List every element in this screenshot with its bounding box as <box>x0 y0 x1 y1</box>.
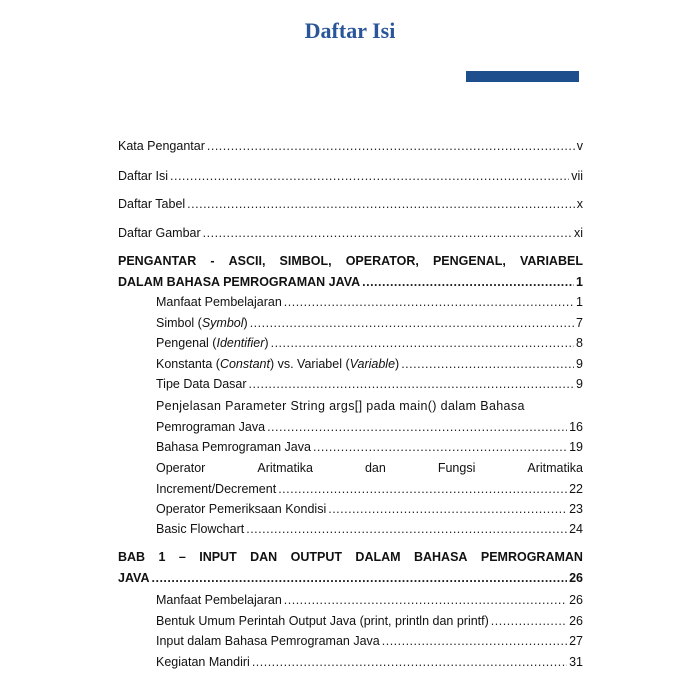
toc-page-number: 26 <box>569 571 583 585</box>
label-word: Operator <box>156 461 206 475</box>
toc-entry-bab1-manfaat[interactable] <box>156 592 583 608</box>
toc-page-number: 7 <box>576 316 583 330</box>
toc-entry-label: Daftar Tabel <box>118 197 186 211</box>
toc-entry-parameter-line1[interactable] <box>156 398 583 414</box>
dot-leader <box>271 335 574 351</box>
label-text: Pengenal ( <box>156 336 217 350</box>
toc-entry-bab1-kegiatan-mandiri[interactable] <box>156 654 583 670</box>
chapter-heading-bab1-line2[interactable] <box>118 570 583 586</box>
heading-word: DAN <box>250 550 278 564</box>
toc-page-number: 9 <box>576 377 583 391</box>
toc-entry-manfaat-pembelajaran[interactable] <box>156 294 583 310</box>
toc-entry-daftar-gambar[interactable] <box>118 225 583 241</box>
toc-entry-bab1-output[interactable] <box>156 613 583 629</box>
toc-entry-konstanta[interactable] <box>156 356 583 372</box>
label-italic: Constant <box>219 357 270 371</box>
label-text: Simbol ( <box>156 316 202 330</box>
label-text: ) vs. Variabel ( <box>269 357 350 371</box>
heading-word: OUTPUT <box>290 550 343 564</box>
heading-word: - <box>210 254 215 268</box>
dot-leader <box>401 356 574 372</box>
toc-entry-label <box>156 335 269 351</box>
label-italic: Variable <box>349 357 396 371</box>
toc-page-number: 22 <box>569 482 583 496</box>
label-italic: Identifier <box>216 336 265 350</box>
toc-entry-label: Basic Flowchart <box>156 522 245 536</box>
dot-leader <box>252 654 567 670</box>
toc-page-number: 8 <box>576 336 583 350</box>
dot-leader <box>278 481 567 497</box>
toc-page-number: vii <box>571 169 583 183</box>
dot-leader <box>267 419 567 435</box>
toc-page-number: 31 <box>569 655 583 669</box>
toc-entry-pengenal[interactable] <box>156 335 583 351</box>
dot-leader <box>152 570 568 586</box>
toc-page-number: 26 <box>569 614 583 628</box>
toc-entry-label: JAVA <box>118 571 150 585</box>
dot-leader <box>246 521 567 537</box>
toc-page-number: 1 <box>576 275 583 289</box>
toc-page-number: 19 <box>569 440 583 454</box>
toc-entry-label <box>156 356 399 372</box>
dot-leader <box>250 315 574 331</box>
label-italic: Symbol <box>201 316 244 330</box>
heading-word: BAHASA <box>413 550 468 564</box>
dot-leader <box>284 294 574 310</box>
toc-entry-label: Penjelasan Parameter String args[] pada main() dalam Bahasa <box>156 399 525 413</box>
toc-entry-label: Tipe Data Dasar <box>156 377 247 391</box>
label-word: Aritmatika <box>257 461 313 475</box>
dot-leader <box>170 168 569 184</box>
toc-entry-bahasa-pemrograman-java[interactable] <box>156 439 583 455</box>
toc-page-number: 16 <box>569 420 583 434</box>
toc-page-number: x <box>576 197 583 211</box>
toc-page-number: 9 <box>576 357 583 371</box>
heading-word: PENGENAL, <box>432 254 506 268</box>
heading-word: INPUT <box>199 550 237 564</box>
heading-word: 1 <box>158 550 166 564</box>
toc-entry-tipe-data-dasar[interactable] <box>156 376 583 392</box>
toc-page-number: v <box>576 139 583 153</box>
heading-word: SIMBOL, <box>279 254 332 268</box>
toc-page-number: 23 <box>569 502 583 516</box>
dot-leader <box>207 138 575 154</box>
toc-entry-operator-line1[interactable] <box>156 460 583 476</box>
dot-leader <box>284 592 567 608</box>
dot-leader <box>203 225 572 241</box>
toc-entry-label: Operator Pemeriksaan Kondisi <box>156 502 327 516</box>
label-word: dan <box>364 461 386 475</box>
heading-word: PEMROGRAMAN <box>480 550 583 564</box>
toc-entry-bab1-input[interactable] <box>156 633 583 649</box>
dot-leader <box>362 274 574 290</box>
heading-word: ASCII, <box>228 254 266 268</box>
toc-entry-label: Pemrograman Java <box>156 420 266 434</box>
toc-page-number: 1 <box>576 295 583 309</box>
toc-entry-label: Bahasa Pemrograman Java <box>156 440 311 454</box>
toc-entry-kata-pengantar[interactable] <box>118 138 583 154</box>
dot-leader <box>313 439 567 455</box>
label-text: ) <box>243 316 248 330</box>
dot-leader <box>249 376 575 392</box>
toc-page-number: xi <box>573 226 583 240</box>
toc-page-number: 24 <box>569 522 583 536</box>
toc-entry-label: Input dalam Bahasa Pemrograman Java <box>156 634 380 648</box>
toc-entry-operator-line2[interactable] <box>156 481 583 497</box>
toc-entry-label: Increment/Decrement <box>156 482 277 496</box>
heading-word: BAB <box>118 550 146 564</box>
chapter-heading-pengantar-line2[interactable] <box>118 274 583 290</box>
toc-entry-parameter-line2[interactable] <box>156 419 583 435</box>
label-word: Aritmatika <box>527 461 583 475</box>
toc-entry-daftar-tabel[interactable] <box>118 196 583 212</box>
toc-entry-daftar-isi[interactable] <box>118 168 583 184</box>
toc-entry-operator-pemeriksaan-kondisi[interactable] <box>156 501 583 517</box>
toc-page-number: 26 <box>569 593 583 607</box>
label-text: Konstanta ( <box>156 357 220 371</box>
accent-bar <box>466 71 579 82</box>
heading-word: – <box>178 550 186 564</box>
label-text: ) <box>395 357 400 371</box>
toc-entry-label: DALAM BAHASA PEMROGRAMAN JAVA <box>118 275 361 289</box>
label-word: Fungsi <box>437 461 476 475</box>
dot-leader <box>187 196 575 212</box>
dot-leader <box>382 633 567 649</box>
heading-word: OPERATOR, <box>345 254 419 268</box>
dot-leader <box>328 501 567 517</box>
toc-entry-label: Kegiatan Mandiri <box>156 655 250 669</box>
toc-entry-label: Manfaat Pembelajaran <box>156 295 282 309</box>
heading-word: VARIABEL <box>520 254 583 268</box>
page-title: Daftar Isi <box>304 18 396 43</box>
toc-entry-label <box>156 315 248 331</box>
label-text: ) <box>264 336 269 350</box>
toc-entry-simbol[interactable] <box>156 315 583 331</box>
toc-entry-basic-flowchart[interactable] <box>156 521 583 537</box>
toc-entry-label: Kata Pengantar <box>118 139 205 153</box>
toc-entry-label: Manfaat Pembelajaran <box>156 593 282 607</box>
heading-word: DALAM <box>355 550 401 564</box>
toc-entry-label: Daftar Gambar <box>118 226 201 240</box>
chapter-heading-pengantar-line1[interactable] <box>118 253 583 269</box>
chapter-heading-bab1-line1[interactable] <box>118 549 583 565</box>
heading-word: PENGANTAR <box>118 254 197 268</box>
dot-leader <box>491 613 567 629</box>
toc-entry-label: Daftar Isi <box>118 169 169 183</box>
toc-page-number: 27 <box>569 634 583 648</box>
toc-entry-label: Bentuk Umum Perintah Output Java (print, println dan printf) <box>156 614 489 628</box>
